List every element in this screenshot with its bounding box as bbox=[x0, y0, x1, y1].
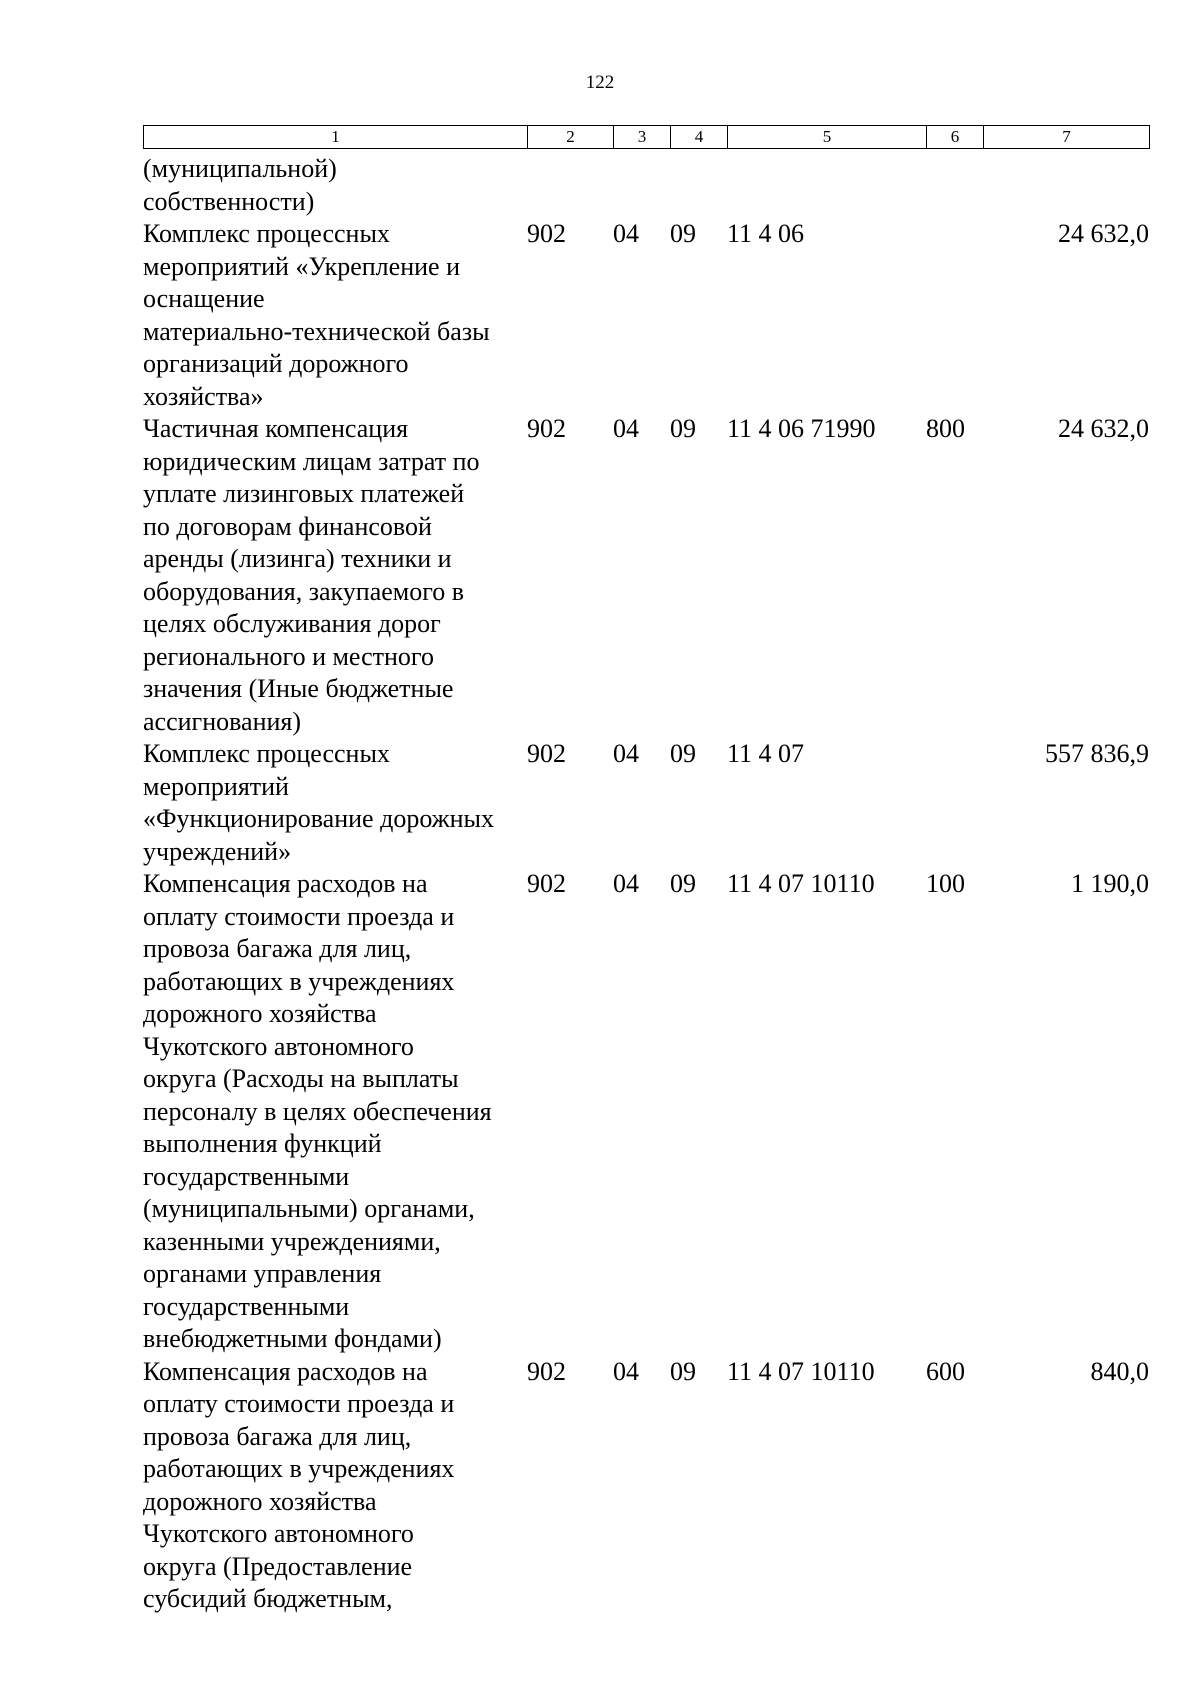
table-row bbox=[143, 738, 1149, 868]
header-cell-3: 3 bbox=[614, 126, 671, 149]
header-row bbox=[144, 126, 1150, 149]
amount: 840,0 bbox=[1090, 1356, 1149, 1386]
item-name: (муниципальной) собственности) bbox=[143, 154, 337, 216]
section-code: 04 bbox=[613, 219, 639, 248]
ministry-code: 902 bbox=[527, 1356, 566, 1386]
target-item-code: 11 4 06 71990 bbox=[727, 414, 876, 443]
expense-type-code bbox=[926, 153, 983, 218]
item-name: Комплекс процессных мероприятий «Укрепление и оснащение материально-технической базы организаций дорожного хозяйства» bbox=[143, 219, 490, 411]
header-cell-4: 4 bbox=[671, 126, 728, 149]
table-row bbox=[143, 153, 1149, 218]
section-code bbox=[613, 153, 670, 218]
header-cell-7: 7 bbox=[984, 126, 1150, 149]
expense-type-code bbox=[926, 218, 983, 413]
expense-type-code bbox=[926, 738, 983, 868]
subsection-code: 09 bbox=[670, 219, 696, 248]
ministry-code: 902 bbox=[527, 219, 566, 248]
ministry-code: 902 bbox=[527, 414, 566, 443]
subsection-code: 09 bbox=[670, 414, 696, 443]
target-item-code: 11 4 06 bbox=[727, 219, 805, 248]
amount: 557 836,9 bbox=[1045, 739, 1149, 768]
target-item-code: 11 4 07 10110 bbox=[727, 869, 875, 898]
item-name: Компенсация расходов на оплату стоимости проезда и провоза багажа для лиц, работающих в учреждениях дорожного хозяйства Чукотского автономного округа (Расходы на выплаты персоналу в целях обеспечения выполнения функций государственными (муниципальными) органами, казенными учреждениями, органами управления государственными внебюджетными фондами) bbox=[143, 869, 492, 1353]
target-item-code: 11 4 07 bbox=[727, 739, 805, 768]
ministry-code bbox=[527, 153, 613, 218]
ministry-code: 902 bbox=[527, 739, 566, 768]
amount: 1 190,0 bbox=[1071, 869, 1149, 898]
section-code: 04 bbox=[613, 1356, 639, 1386]
expense-type-code: 100 bbox=[926, 869, 965, 898]
header-cell-6: 6 bbox=[927, 126, 984, 149]
section-code: 04 bbox=[613, 739, 639, 768]
budget-table bbox=[143, 153, 1149, 1616]
header-cell-5: 5 bbox=[728, 126, 927, 149]
item-name: Частичная компенсация юридическим лицам затрат по уплате лизинговых платежей по договорам финансовой аренды (лизинга) техники и оборудования, закупаемого в целях обслуживания дорог регионального и местного значения (Иные бюджетные ассигнования) bbox=[143, 414, 480, 736]
section-code: 04 bbox=[613, 869, 639, 898]
section-code: 04 bbox=[613, 414, 639, 443]
item-name: Комплекс процессных мероприятий «Функционирование дорожных учреждений» bbox=[143, 739, 495, 866]
amount: 24 632,0 bbox=[1058, 219, 1149, 248]
subsection-code bbox=[670, 153, 727, 218]
target-item-code bbox=[727, 153, 926, 218]
column-number-header bbox=[143, 125, 1150, 149]
table-row bbox=[143, 413, 1149, 738]
amount bbox=[983, 153, 1149, 218]
table-row bbox=[143, 218, 1149, 413]
subsection-code: 09 bbox=[670, 869, 696, 898]
amount: 24 632,0 bbox=[1058, 414, 1149, 443]
target-item-code: 11 4 07 10110 bbox=[727, 1356, 875, 1386]
subsection-code: 09 bbox=[670, 1356, 696, 1386]
expense-type-code: 600 bbox=[926, 1356, 965, 1386]
header-cell-2: 2 bbox=[528, 126, 614, 149]
subsection-code: 09 bbox=[670, 739, 696, 768]
header-cell-1: 1 bbox=[144, 126, 528, 149]
table-row bbox=[143, 1356, 1149, 1616]
ministry-code: 902 bbox=[527, 869, 566, 898]
expense-type-code: 800 bbox=[926, 414, 965, 443]
item-name: Компенсация расходов на оплату стоимости проезда и провоза багажа для лиц, работающих в учреждениях дорожного хозяйства Чукотского автономного округа (Предоставление субсидий бюджетным, bbox=[143, 1356, 455, 1613]
table-row bbox=[143, 868, 1149, 1356]
page-number: 122 bbox=[585, 72, 615, 93]
